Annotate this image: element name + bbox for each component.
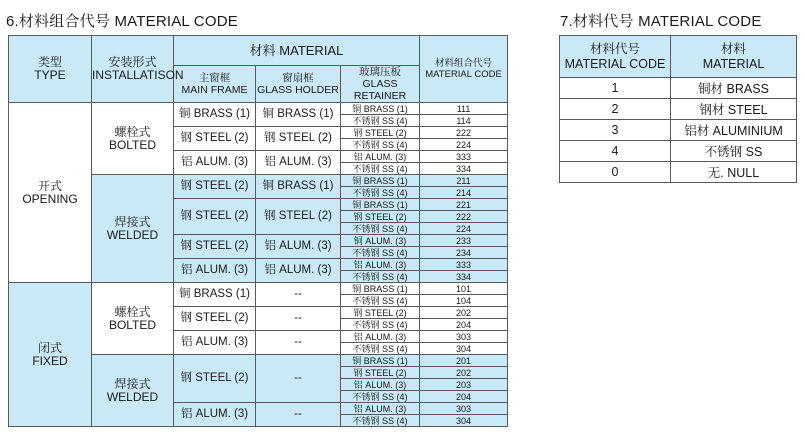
frame-cell: 钢 STEEL (2) bbox=[174, 235, 256, 259]
code-cell: 0 bbox=[560, 162, 671, 183]
retainer-cell: 不锈钢 SS (4) bbox=[341, 319, 420, 331]
retainer-cell: 不锈钢 SS (4) bbox=[341, 187, 420, 199]
holder-cell: -- bbox=[256, 307, 341, 331]
table-row bbox=[560, 99, 797, 120]
retainer-cell: 不锈钢 SS (4) bbox=[341, 139, 420, 151]
install-bolted: 螺栓式 BOLTED bbox=[92, 283, 174, 355]
material-code-header: 材料组合代号 MATERIAL CODE bbox=[420, 36, 508, 103]
code-cell: 233 bbox=[420, 235, 508, 247]
retainer-cell: 铝 ALUM. (3) bbox=[341, 259, 420, 271]
code-cell: 4 bbox=[560, 141, 671, 162]
frame-cell: 钢 STEEL (2) bbox=[174, 199, 256, 235]
retainer-cell: 铜 BRASS (1) bbox=[341, 199, 420, 211]
table-row bbox=[560, 120, 797, 141]
code-cell: 202 bbox=[420, 307, 508, 319]
material-cell: 铜材 BRASS bbox=[671, 78, 797, 99]
code-cell: 3 bbox=[560, 120, 671, 141]
material-cell: 无. NULL bbox=[671, 162, 797, 183]
retainer-cell: 铝 ALUM. (3) bbox=[341, 403, 420, 415]
retainer-cell: 铝 ALUM. (3) bbox=[341, 379, 420, 391]
glass-holder-header: 窗扇框 GLASS HOLDER bbox=[256, 66, 341, 103]
type-fixed: 闭式 FIXED bbox=[9, 283, 92, 427]
glass-retainer-header: 玻璃压板 GLASS RETAINER bbox=[341, 66, 420, 103]
retainer-cell: 铝 ALUM. (3) bbox=[341, 151, 420, 163]
code-cell: 304 bbox=[420, 415, 508, 427]
code-cell: 303 bbox=[420, 403, 508, 415]
table-row bbox=[560, 78, 797, 99]
holder-cell: 铜 BRASS (1) bbox=[256, 175, 341, 199]
frame-cell: 铝 ALUM. (3) bbox=[174, 151, 256, 175]
holder-cell: -- bbox=[256, 403, 341, 427]
retainer-cell: 不锈钢 SS (4) bbox=[341, 343, 420, 355]
code-cell: 104 bbox=[420, 295, 508, 307]
code-cell: 222 bbox=[420, 127, 508, 139]
code-cell: 204 bbox=[420, 319, 508, 331]
code-cell: 202 bbox=[420, 367, 508, 379]
installation-header: 安装形式 INSTALLATISON bbox=[92, 36, 174, 103]
frame-cell: 钢 STEEL (2) bbox=[174, 307, 256, 331]
material-code-table bbox=[559, 35, 797, 183]
code-cell: 203 bbox=[420, 379, 508, 391]
retainer-cell: 不锈钢 SS (4) bbox=[341, 223, 420, 235]
code-cell: 221 bbox=[420, 199, 508, 211]
holder-cell: 铝 ALUM. (3) bbox=[256, 235, 341, 259]
frame-cell: 铝 ALUM. (3) bbox=[174, 403, 256, 427]
code-cell: 333 bbox=[420, 259, 508, 271]
holder-cell: -- bbox=[256, 331, 341, 355]
code-cell: 334 bbox=[420, 163, 508, 175]
material-cell: 钢材 STEEL bbox=[671, 99, 797, 120]
code-cell: 224 bbox=[420, 223, 508, 235]
holder-cell: 铝 ALUM. (3) bbox=[256, 151, 341, 175]
retainer-cell: 铜 ALUM. (3) bbox=[341, 235, 420, 247]
frame-cell: 铜 BRASS (1) bbox=[174, 283, 256, 307]
code-cell: 334 bbox=[420, 271, 508, 283]
retainer-cell: 铜 BRASS (1) bbox=[341, 283, 420, 295]
retainer-cell: 不锈钢 SS (4) bbox=[341, 295, 420, 307]
code-cell: 111 bbox=[420, 103, 508, 115]
code-cell: 2 bbox=[560, 99, 671, 120]
code-cell: 333 bbox=[420, 151, 508, 163]
material-cell: 铝材 ALUMINIUM bbox=[671, 120, 797, 141]
material-header: 材料 MATERIAL bbox=[174, 36, 420, 66]
frame-cell: 铝 ALUM. (3) bbox=[174, 331, 256, 355]
install-welded: 焊接式 WELDED bbox=[92, 175, 174, 283]
retainer-cell: 铜 BRASS (1) bbox=[341, 103, 420, 115]
retainer-cell: 钢 STEEL (2) bbox=[341, 127, 420, 139]
holder-cell: 铝 ALUM. (3) bbox=[256, 259, 341, 283]
holder-cell: 铜 BRASS (1) bbox=[256, 103, 341, 127]
section7-title: 7.材料代号 MATERIAL CODE bbox=[560, 13, 762, 30]
material-combination-table bbox=[8, 35, 508, 427]
section6-title: 6.材料组合代号 MATERIAL CODE bbox=[6, 13, 238, 30]
material-cell: 不锈钢 SS bbox=[671, 141, 797, 162]
holder-cell: -- bbox=[256, 355, 341, 403]
code-cell: 101 bbox=[420, 283, 508, 295]
holder-cell: 钢 STEEL (2) bbox=[256, 199, 341, 235]
install-bolted: 螺栓式 BOLTED bbox=[92, 103, 174, 175]
table-row bbox=[560, 141, 797, 162]
retainer-cell: 钢 STEEL (2) bbox=[341, 367, 420, 379]
frame-cell: 钢 STEEL (2) bbox=[174, 175, 256, 199]
frame-cell: 钢 STEEL (2) bbox=[174, 355, 256, 403]
code-cell: 234 bbox=[420, 247, 508, 259]
frame-cell: 铝 ALUM. (3) bbox=[174, 259, 256, 283]
retainer-cell: 不锈钢 SS (4) bbox=[341, 163, 420, 175]
code-cell: 222 bbox=[420, 211, 508, 223]
retainer-cell: 不锈钢 SS (4) bbox=[341, 115, 420, 127]
install-welded: 焊接式 WELDED bbox=[92, 355, 174, 427]
type-header: 类型 TYPE bbox=[9, 36, 92, 103]
code-cell: 303 bbox=[420, 331, 508, 343]
code-cell: 204 bbox=[420, 391, 508, 403]
retainer-cell: 不锈钢 SS (4) bbox=[341, 271, 420, 283]
type-opening: 开式 OPENING bbox=[9, 103, 92, 283]
holder-cell: -- bbox=[256, 283, 341, 307]
material-code-header: 材料代号 MATERIAL CODE bbox=[560, 36, 671, 78]
code-cell: 304 bbox=[420, 343, 508, 355]
material-header: 材料 MATERIAL bbox=[671, 36, 797, 78]
code-cell: 214 bbox=[420, 187, 508, 199]
table-row bbox=[560, 162, 797, 183]
retainer-cell: 钢 STEEL (2) bbox=[341, 307, 420, 319]
retainer-cell: 不锈钢 SS (4) bbox=[341, 391, 420, 403]
code-cell: 114 bbox=[420, 115, 508, 127]
retainer-cell: 铜 BRASS (1) bbox=[341, 355, 420, 367]
retainer-cell: 不锈钢 SS (4) bbox=[341, 247, 420, 259]
frame-cell: 铜 BRASS (1) bbox=[174, 103, 256, 127]
retainer-cell: 铜 BRASS (1) bbox=[341, 175, 420, 187]
code-cell: 224 bbox=[420, 139, 508, 151]
retainer-cell: 钢 STEEL (2) bbox=[341, 211, 420, 223]
retainer-cell: 铝 ALUM. (3) bbox=[341, 331, 420, 343]
holder-cell: 钢 STEEL (2) bbox=[256, 127, 341, 151]
code-cell: 1 bbox=[560, 78, 671, 99]
main-frame-header: 主窗框 MAIN FRAME bbox=[174, 66, 256, 103]
frame-cell: 钢 STEEL (2) bbox=[174, 127, 256, 151]
code-cell: 211 bbox=[420, 175, 508, 187]
code-cell: 201 bbox=[420, 355, 508, 367]
retainer-cell: 不锈钢 SS (4) bbox=[341, 415, 420, 427]
